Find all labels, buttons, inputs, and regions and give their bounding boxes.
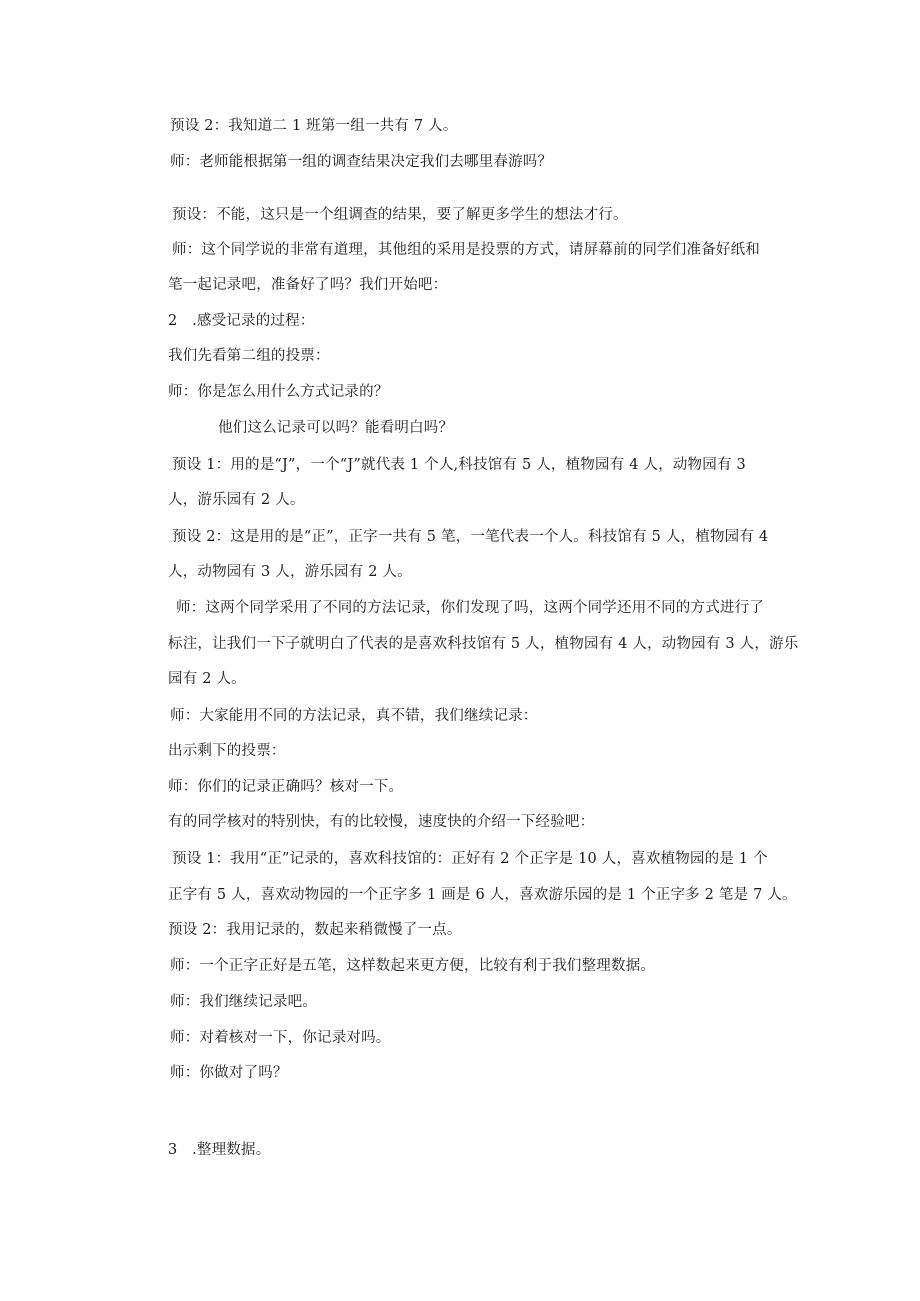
paragraph-line: 出示剩下的投票： xyxy=(168,743,286,759)
paragraph-line: 有的同学核对的特别快，有的比较慢，速度快的介绍一下经验吧： xyxy=(168,814,595,830)
paragraph-line: 师：你们的记录正确吗？核对一下。 xyxy=(168,779,404,795)
paragraph-line: 师：对着核对一下，你记录对吗。 xyxy=(170,1030,391,1046)
paragraph-line: 他们这么记录可以吗？能看明白吗？ xyxy=(218,420,454,436)
paragraph-line: 笔一起记录吧，准备好了吗？我们开始吧： xyxy=(168,277,448,293)
paragraph-line: 预设 2：我知道二 1 班第一组一共有 7 人。 xyxy=(170,118,458,134)
paragraph-line: 预设 2：我用记录的，数起来稍微慢了一点。 xyxy=(168,922,462,938)
paragraph-line: 预设 1：我用“正”记录的，喜欢科技馆的：正好有 2 个正字是 10 人，喜欢植物园的是 1 个 xyxy=(172,851,768,867)
paragraph-line: 预设 2：这是用的是“正”，正字一共有 5 笔，一笔代表一个人。科技馆有 5 人，植物园有 4 xyxy=(172,529,769,545)
section-heading: 2 .感受记录的过程： xyxy=(168,313,315,329)
paragraph-line: 师：这个同学说的非常有道理，其他组的采用是投票的方式，请屏幕前的同学们准备好纸和 xyxy=(172,242,760,258)
paragraph-line: 我们先看第二组的投票： xyxy=(168,348,330,364)
paragraph-line: 师：我们继续记录吧。 xyxy=(170,994,317,1010)
paragraph-line: 师：大家能用不同的方法记录，真不错，我们继续记录： xyxy=(170,708,538,724)
paragraph-line: 人，游乐园有 2 人。 xyxy=(168,492,305,508)
paragraph-line: 师：这两个同学采用了不同的方法记录，你们发现了吗，这两个同学还用不同的方式进行了 xyxy=(176,600,764,616)
paragraph-line: 正字有 5 人，喜欢动物园的一个正字多 1 画是 6 人，喜欢游乐园的是 1 个正字多 2 笔是 7 人。 xyxy=(168,887,797,903)
paragraph-line: 园有 2 人。 xyxy=(168,671,246,687)
paragraph-line: 人，动物园有 3 人，游乐园有 2 人。 xyxy=(168,564,412,580)
paragraph-line: 标注，让我们一下子就明白了代表的是喜欢科技馆有 5 人，植物园有 4 人，动物园有 3 人，游乐 xyxy=(168,636,799,652)
paragraph-line: 师：老师能根据第一组的调查结果决定我们去哪里春游吗？ xyxy=(170,154,553,170)
paragraph-line: 师：一个正字正好是五笔，这样数起来更方便，比较有利于我们整理数据。 xyxy=(170,958,656,974)
section-heading: 3 .整理数据。 xyxy=(168,1142,271,1158)
paragraph-line: 师：你做对了吗？ xyxy=(170,1065,288,1081)
paragraph-line: 预设 1：用的是“J”，一个“J”就代表 1 个人,科技馆有 5 人，植物园有 4 人，动物园有 3 xyxy=(172,457,746,473)
paragraph-line: 预设：不能，这只是一个组调查的结果，要了解更多学生的想法才行。 xyxy=(172,207,628,223)
paragraph-line: 师：你是怎么用什么方式记录的？ xyxy=(168,384,389,400)
